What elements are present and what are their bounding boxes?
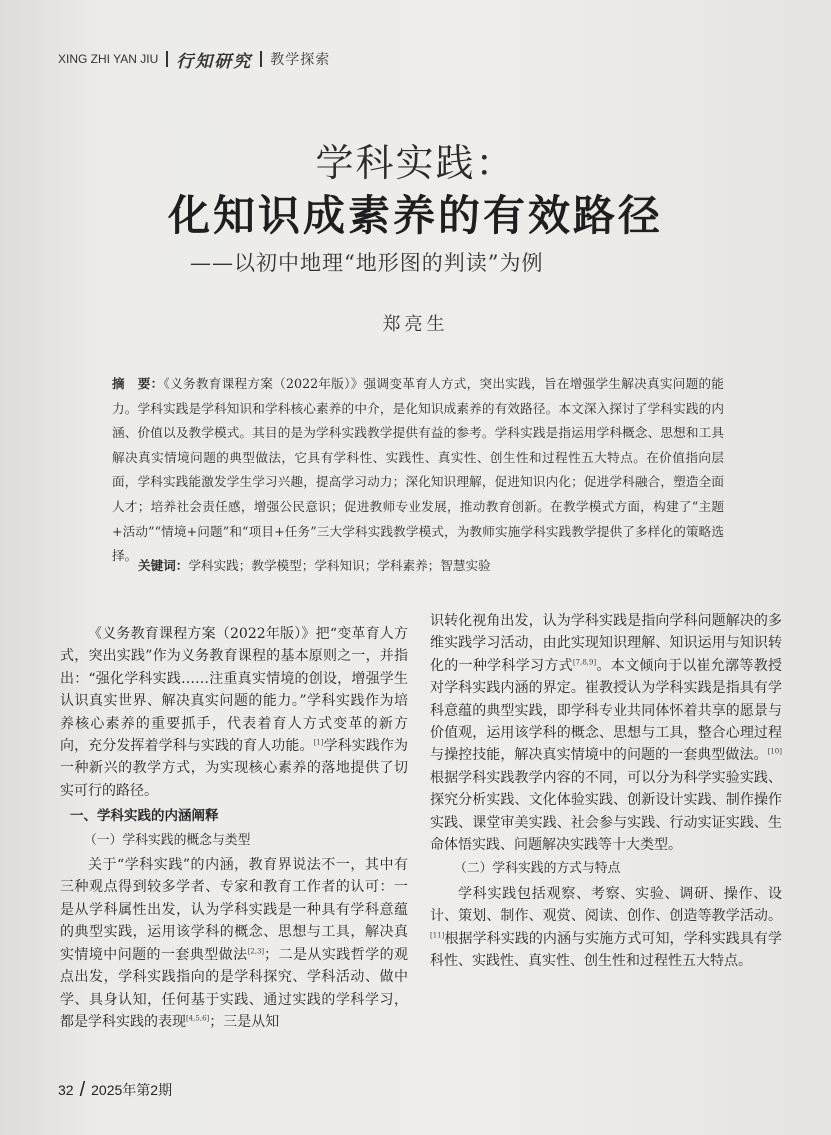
citation: [11] [430,931,445,940]
paragraph-text: 根据学科实践教学内容的不同，可以分为科学实验实践、探究分析实践、文化体验实践、创新设计实践、制作操作实践、课堂审美实践、社会参与实践、行动实证实践、生命体悟实践、问题解决实践等十大类型。 [430,769,782,854]
author-name: 郑亮生 [382,314,449,335]
keywords [138,555,728,574]
paragraph-text: 关于“学科实践”的内涵，教育界说法不一，其中有三种观点得到较多学者、专家和教育工作者的认可：一是从学科属性出发，认为学科实践是一种具有学科意蕴的典型实践，运用该学科的概念、思想与工具，解决真实情境中问题的一套典型做法 [60,857,408,963]
paragraph [430,610,782,856]
keywords-label: 关键词： [138,558,189,573]
header-pinyin: XING ZHI YAN JIU [58,52,159,66]
subsection-heading: （一）学科实践的概念与类型 [84,832,251,848]
paragraph-text: 《义务教育课程方案（2022年版）》把“变革育人方式，突出实践”作为义务教育课程的基本原则之一，并指出：“强化学科实践……注重真实情境的创设，增强学生认识真实世界、解决真实问题的能力。”学科实践作为培养核心素养的重要抓手，代表着育人方式变革的新方向，充分发挥着学科与实践的育人功能。 [60,626,408,755]
abstract-label: 摘 要： [112,376,164,391]
page-number: 32 [58,1082,74,1098]
citation: [4,5,6] [186,1014,210,1023]
abstract [112,372,724,569]
page-footer [58,1080,172,1100]
article-title-line1: 学科实践： [315,141,516,185]
keywords-text: 学科实践；教学模型；学科知识；学科素养；智慧实验 [188,558,491,573]
header-divider [260,51,262,67]
citation: [7,8,9] [572,658,597,667]
paragraph-text: ；三是从知 [209,1013,280,1030]
body-column-left [60,623,408,1033]
paragraph [60,623,408,802]
column-name: 教学探索 [270,51,331,67]
article-title-line2: 化知识成素养的有效路径 [167,191,663,240]
slash-divider: / [79,1079,86,1101]
paragraph [60,854,408,1033]
subsection-heading: （二）学科实践的方式与特点 [454,861,621,877]
paragraph-text: 学科实践包括观察、考察、实验、调研、操作、设计、策划、制作、观赏、阅读、创作、创造等教学活动。 [430,885,782,925]
citation: [10] [767,747,782,756]
paragraph-text: 识转化视角出发，认为学科实践是指向学科问题解决的多维实践学习活动，由此实现知识理解、知识运用与知识转化的一种学科学习方式 [430,613,782,674]
paragraph-text: 学科实践作为一种新兴的教学方式，为实现核心素养的落地提供了切实可行的路径。 [60,738,409,799]
paragraph-text: ；二是从实践哲学的观点出发，学科实践指向的是学科探究、学科活动、做中学、具身认知，任何基于实践、通过实践的学科学习，都是学科实践的表现 [60,946,409,1030]
abstract-text: 《义务教育课程方案（2022年版）》强调变革育人方式，突出实践，旨在增强学生解决真实问题的能力。学科实践是学科知识和学科核心素养的中介，是化知识成素养的有效路径。本文深入探讨了学科实践的内涵、价值以及教学模式。其目的是为学科实践教学提供有益的参考。学科实践是指运用学科概念、思想和工具解决真实情境问题的典型做法，它具有学科性、实践性、真实性、创生性和过程性五大特点。在价值指向层面，学科实践能激发学生学习兴趣，提高学习动力；深化知识理解，促进知识内化；促进学科融合，塑造全面人才；培养社会责任感，增强公民意识；促进教师专业发展，推动教育创新。在教学模式方面，构建了“主题+活动”“情境+问题”和“项目+任务”三大学科实践教学模式，为教师实施学科实践教学提供了多样化的策略选择。 [112,376,725,564]
running-header [58,47,330,71]
paragraph-text: 根据学科实践的内涵与实施方式可知，学科实践具有学科性、实践性、真实性、创生性和过程性五大特点。 [430,930,782,970]
journal-brand: 行知研究 [176,51,253,72]
paragraph-text: 。本文倾向于以崔允漷等教授对学科实践内涵的界定。崔教授认为学科实践是指具有学科意蕴的典型实践，即学科专业共同体怀着共享的愿景与价值观，运用该学科的概念、思想与工具，整合心理过程与操控技能，解决真实情境中的问题的一套典型做法。 [430,657,782,764]
paragraph [430,883,782,973]
issue-label: 2025年第2期 [91,1082,173,1098]
body-column-right [430,610,782,973]
header-divider [166,51,168,67]
section-heading: 一、学科实践的内涵阐释 [70,808,219,825]
citation: [1] [313,738,324,747]
article-subtitle: ——以初中地理“地形图的判读”为例 [190,251,544,275]
citation: [2,3] [247,947,265,956]
